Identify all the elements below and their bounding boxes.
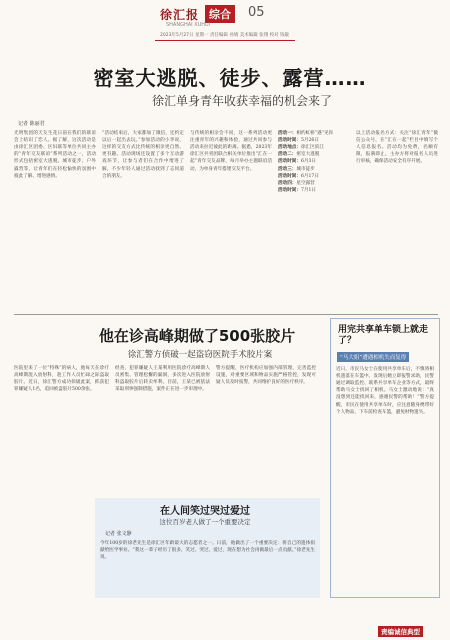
story3-text: 今年100岁的徐老先生是徐汇区年龄最大的志愿者之一。日前，他做出了一个重要决定：将自己的遗体捐献给医学事业。“我这一辈子经历了很多，笑过、哭过、爱过，现在想为社会再做最后一点贡献。”徐老先生说。: [100, 541, 315, 561]
story1-headline: 密室大逃脱、徒步、露营……: [93, 66, 367, 90]
sidebar-title: 用完共享单车锁上就走了？: [338, 325, 429, 347]
section-divider: [14, 314, 438, 315]
activity-line: 活动四：星空露营: [278, 180, 315, 186]
activity-line: 活动三：城市徒步: [278, 166, 315, 172]
story3-byline: 记者 张文静: [105, 531, 132, 537]
story2-headline: 他在诊高峰期做了500张胶片: [98, 327, 296, 345]
page-number: 05: [248, 5, 265, 20]
activity-line: 活动二：密室大逃脱: [278, 152, 320, 158]
issue-date: 2023年5月27日 星期一 责任编辑 孙婧 美术编辑 张翔 校对 钱敏: [160, 33, 290, 38]
story1-activities: [278, 130, 348, 194]
story2-subhead: 徐汇警方侦破一起盗窃医院手术胶片案: [127, 350, 273, 360]
story3-headline: 在人间笑过哭过爱过: [160, 506, 250, 517]
story3-subhead: 这位百岁老人做了一个重要决定: [159, 518, 251, 526]
activity-line: 活动时间：7月1日: [278, 187, 317, 193]
story1-col1: 光明集团的天友生花日前在我们的联谊会上结识了恋人。据了解，这次活动是由徐汇区团委、区妇联等单位共同主办的“青年交友联谊”系列活动之一，活动形式包括密室大逃脱、城市徒步、户外露营等，让青年们在轻松愉快的氛围中彼此了解、增进感情。: [14, 131, 96, 179]
activity-line: 活动时间：6月3日: [278, 159, 317, 165]
story1-col3: 与传统的相亲会不同，这一系列活动更注重青年的兴趣和体验，通过共同参与活动来拉近彼此的距离。据悉，2023年徐汇区共青团联合相关单位推出“汇在一起”青年交友品牌，每月举办主题联谊活动，为单身青年搭建交友平台。: [190, 131, 272, 172]
sidebar-text: 近日，市民马女士在使用共享单车后，不慎将相机遗落在车篮中。发现后她立即报警求助，民警通过调取监控、联系共享单车企业等方式，最终帮助马女士找回了相机。马女士激动地说：“真没想到还能找回来，感谢民警的帮助！”警方提醒，市民在使用共享单车时，应注意随身携带好个人物品，下车前检查车篮，避免财物遗失。: [336, 367, 434, 415]
activity-line: 活动时间：5月26日: [278, 138, 319, 144]
activity-line: 活动地点：徐汇区滨江: [278, 145, 324, 151]
story1-col5: 以上活动报名方式：关注“徐汇青年”微信公众号，在“汇在一起”栏目中填写个人信息报名。活动均为免费，名额有限，报满即止。主办方将对报名人员进行审核，确保活动安全有序开展。: [356, 131, 438, 165]
story1-subhead: 徐汇单身青年收获幸福的机会来了: [151, 94, 332, 108]
paper-subtitle: SHANGHAI XUHUI: [166, 22, 211, 28]
masthead-rule: [155, 40, 295, 41]
story1-byline: 记者 陈丽君: [18, 121, 45, 127]
paper-name: 徐汇报: [160, 8, 200, 22]
activity-line: 活动时间：6月17日: [278, 173, 319, 179]
activity-line: 活动一：相约虹桥“遇”见你: [278, 131, 334, 136]
story2-col1: 医院里来了一位“特殊”的病人，他每天在诊疗高峰期混入放射科，趁工作人员忙碌之际盗取胶片。近日，徐汇警方成功侦破此案，抓获犯罪嫌疑人1名，追回被盗胶片500余张。: [14, 366, 109, 393]
story2-col3: 警方提醒，医疗机构应加强内部管理，完善监控设施，对重要区域和物品实施严格管控，发现可疑人员及时报警，共同维护良好的医疗秩序。: [216, 366, 316, 386]
story2-col2: 经查，犯罪嫌疑人王某利用医院诊疗高峰期人员密集、管理松懈的漏洞，多次进入医院放射科盗取胶片后转卖牟利。目前，王某已被依法采取刑事强制措施，案件正在进一步审理中。: [115, 366, 210, 393]
footer-tag: 责编诚信典型: [378, 626, 423, 637]
sidebar-subhead: “马大姐”遭遇相机失而复得: [337, 352, 409, 362]
story1-col2: “活动结束后，大家都加了微信，还约定以后一起出去玩。”参加活动的小李说，这样的交友方式比传统的相亲更自然、更有趣。活动现场还设置了多个互动游戏环节，让参与者们在合作中增进了解，不少年轻人通过活动找到了志同道合的朋友。: [102, 131, 184, 179]
section-badge: 综合: [205, 5, 235, 23]
masthead: [0, 0, 450, 46]
